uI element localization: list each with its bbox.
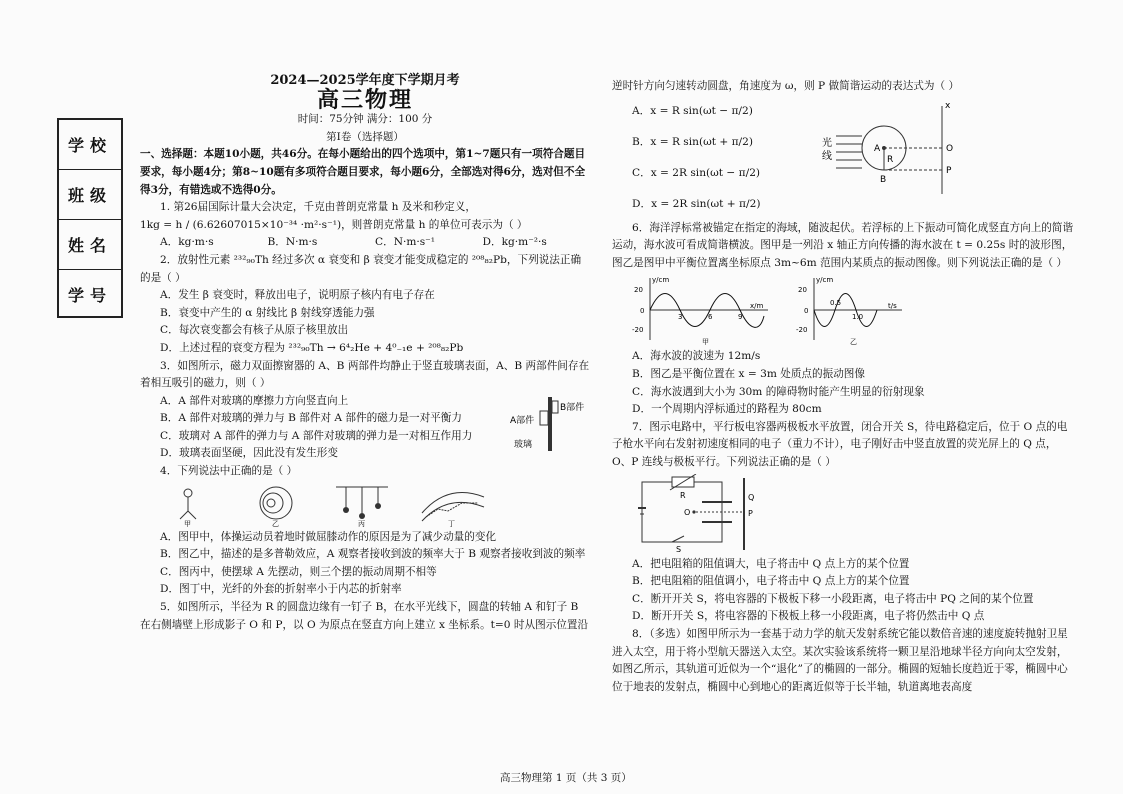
q6-g2-ytick-top: 20 <box>798 286 807 295</box>
q4-fig-ding <box>418 483 488 527</box>
q8-stem: 8．（多选）如图甲所示为一套基于动力学的航天发射系统它能以数倍音速的速度旋转抛射卫星进入太空，用于将小型航天器送入太空。某次实验该系统将一颗卫星沿地球半径方向向太空发射，如图乙所示，其轨道可近似为一个“退化”了的椭圆的一部分。椭圆的短轴长度趋近于零，椭圆中心位于地表的发射点，椭圆中心到地心的距离近似等于长半轴，轨道离地表高度 <box>612 627 1068 693</box>
q7-label-s: S <box>676 544 682 554</box>
q3-figure <box>510 393 590 453</box>
q7-stem: 7．图示电路中，平行板电容器两极板水平放置，闭合开关 S，待电路稳定后，位于 O 点的电子枪水平向右发射初速度相同的电子（重力不计），电子刚好击中竖直放置的荧光屏上的 Q 点，O、P 连线与极板平行。下列说法正确的是（ ） <box>612 420 1068 468</box>
section-title: 第Ⅰ卷（选择题） <box>326 130 404 143</box>
q6-g1-ylabel: y/cm <box>652 276 670 285</box>
q2-option-a: A．发生 β 衰变时，释放出电子，说明原子核内有电子存在 <box>160 289 435 302</box>
info-school: 学校 <box>59 120 121 170</box>
q7-figure <box>632 474 762 554</box>
q1-option-d: D．kg·m⁻²·s <box>482 236 547 249</box>
q6-g2-ylabel: y/cm <box>816 276 834 285</box>
q2-option-c: C．每次衰变都会有核子从原子核里放出 <box>160 324 349 337</box>
q2-stem: 2．放射性元素 ²³²₉₀Th 经过多次 α 衰变和 β 衰变才能变成稳定的 ²⁰⁸₈₂Pb，下列说法正确的是（ ） <box>140 253 582 284</box>
student-info-box <box>57 118 123 318</box>
q6-graph-yi <box>796 274 906 346</box>
q7-option-a: A．把电阻箱的阻值调大，电子将击中 Q 点上方的某个位置 <box>632 557 910 570</box>
q1-option-b: B．N·m·s <box>267 236 318 249</box>
q4-fig-jia <box>160 483 220 527</box>
q5-label-p: P <box>946 165 952 176</box>
q4-option-c: C．图丙中，使摆球 A 先摆动，则三个摆的振动周期不相等 <box>160 565 437 578</box>
info-name: 姓名 <box>59 220 121 270</box>
q6-g2-caption: 乙 <box>850 338 857 347</box>
q2-option-b: B．衰变中产生的 α 射线比 β 射线穿透能力强 <box>160 306 375 319</box>
q4-caption-bing: 丙 <box>358 519 365 527</box>
q7-label-r: R <box>680 490 686 500</box>
q5-label-guang: 光 <box>822 137 832 149</box>
q5-label-a: A <box>874 143 881 154</box>
q5-label-xian: 线 <box>822 150 832 162</box>
q6-option-b: B．图乙是平衡位置在 x = 3m 处质点的振动图像 <box>632 367 865 380</box>
q6-g1-ytick-top: 20 <box>634 286 643 295</box>
left-column <box>140 72 590 634</box>
q6-g1-ytick-bot: -20 <box>632 326 644 335</box>
q6-g2-xtick-2: 1.0 <box>852 313 864 322</box>
q5-label-o: O <box>946 143 954 154</box>
page-footer: 高三物理第 1 页（共 3 页） <box>500 772 632 784</box>
q5-option-c: C．x = 2R sin(ωt − π/2) <box>632 166 761 179</box>
q6-g1-caption: 甲 <box>702 338 709 347</box>
q7-option-c: C．断开开关 S，将电容器的下极板下移一小段距离，电子将击中 PQ 之间的某个位置 <box>632 592 1034 605</box>
q6-stem: 6．海洋浮标常被锚定在指定的海域，随波起伏。若浮标的上下振动可简化成竖直方向上的简谐运动，海水波可看成简谐横波。图甲是一列沿 x 轴正方向传播的海水波在 t = 0.25s 时的波形图，图乙是图甲中平衡位置离坐标原点 3m~6m 范围内某质点的振动图像。则下列说法正确的是（ ） <box>612 221 1074 269</box>
q4-figures <box>140 483 590 527</box>
q5-stem-cont: 逆时针方向匀速转动圆盘，角速度为 ω，则 P 做简谐运动的表达式为（ ） <box>612 80 960 92</box>
q6-graphs <box>612 274 1074 346</box>
q6-graph-jia <box>632 274 772 346</box>
q4-fig-bing <box>332 483 392 527</box>
q6-option-d: D．一个周期内浮标通过的路程为 80cm <box>632 403 822 416</box>
q5-figure <box>822 96 962 196</box>
exam-subtitle: 2024—2025学年度下学期月考 <box>270 73 460 88</box>
q6-g1-xtick-1: 3 <box>678 313 683 322</box>
q6-g2-ytick-bot: -20 <box>796 326 808 335</box>
q6-g1-ytick-mid: 0 <box>640 307 645 316</box>
q4-option-d: D．图丁中，光纤的外套的折射率小于内芯的折射率 <box>160 583 402 596</box>
q7-figure-row <box>612 474 1074 554</box>
q6-g2-xtick-1: 0.5 <box>830 299 842 308</box>
instructions: 一、选择题：本题10小题，共46分。在每小题给出的四个选项中，第1~7题只有一项符合题目要求，每小题4分；第8~10题有多项符合题目要求，每小题6分，全部选对得6分，选对但不全得3分，有错选或不选得0分。 <box>140 148 586 196</box>
q5-option-b: B．x = R sin(ωt + π/2) <box>632 135 754 148</box>
q5-label-x: x <box>945 100 951 111</box>
q6-g1-xlabel: x/m <box>750 302 764 311</box>
q4-fig-yi <box>246 483 306 527</box>
q3-label-a: A部件 <box>510 415 535 426</box>
q3-option-b: B．A 部件对玻璃的弹力与 B 部件对 A 部件的磁力是一对平衡力 <box>160 412 462 425</box>
exam-time: 时间：75分钟 满分：100 分 <box>297 113 433 126</box>
q4-option-b: B．图乙中，描述的是多普勒效应，A 观察者接收到波的频率大于 B 观察者接收到波的频率 <box>160 548 586 561</box>
q4-caption-ding: 丁 <box>448 519 455 527</box>
right-column <box>612 78 1074 696</box>
q6-g1-xtick-3: 9 <box>738 313 743 322</box>
q1-stem: 1. 第26届国际计量大会决定，千克由普朗克常量 h 及米和秒定义， <box>160 201 476 214</box>
info-class: 班级 <box>59 170 121 220</box>
q6-option-c: C．海水波遇到大小为 30m 的障碍物时能产生明显的衍射现象 <box>632 385 925 398</box>
q4-caption-jia: 甲 <box>184 519 191 527</box>
q6-g2-xlabel: t/s <box>888 302 897 311</box>
q7-option-b: B．把电阻箱的阻值调小，电子将击中 Q 点上方的某个位置 <box>632 575 910 588</box>
q5-stem: 5．如图所示，半径为 R 的圆盘边缘有一钉子 B，在水平光线下，圆盘的转轴 A 和钉子 B 在右侧墙壁上形成影子 O 和 P，以 O 为原点在竖直方向上建立 x 坐标系。t=0 时从图示位置沿 <box>140 601 589 631</box>
q5-label-b: B <box>880 174 887 185</box>
q6-option-a: A．海水波的波速为 12m/s <box>632 350 761 363</box>
q3-label-b: B部件 <box>560 402 585 413</box>
q7-label-q: Q <box>748 492 755 502</box>
q4-option-a: A．图甲中，体操运动员着地时做屈膝动作的原因是为了减少动量的变化 <box>160 530 497 543</box>
q4-caption-yi: 乙 <box>272 519 279 527</box>
q1-options <box>140 234 590 252</box>
q5-label-r: R <box>887 154 894 165</box>
q7-label-p: P <box>748 508 753 518</box>
q3-label-glass: 玻璃 <box>514 439 533 450</box>
q5-option-d: D．x = 2R sin(ωt + π/2) <box>632 197 761 210</box>
info-id: 学号 <box>67 286 112 305</box>
q7-label-o: O <box>684 507 691 517</box>
q3-option-a: A．A 部件对玻璃的摩擦力方向竖直向上 <box>160 394 349 407</box>
q2-option-d: D．上述过程的衰变方程为 ²³²₉₀Th → 6⁴₂He + 4⁰₋₁e + ²⁰⁸₈₂Pb <box>160 341 464 354</box>
q7-option-d: D．断开开关 S，将电容器的下极板上移一小段距离，电子将仍然击中 Q 点 <box>632 610 985 623</box>
q1-option-c: C．N·m·s⁻¹ <box>375 236 436 249</box>
q1-option-a: A．kg·m·s <box>160 236 214 249</box>
exam-title: 高三物理 <box>316 87 413 113</box>
q1-formula: 1kg = h / (6.62607015×10⁻³⁴ ·m²·s⁻¹)，则普朗克常量 h 的单位可表示为（ ） <box>140 218 528 231</box>
q3-stem: 3．如图所示，磁力双面擦窗器的 A、B 两部件均静止于竖直玻璃表面，A、B 两部件间存在着相互吸引的磁力，则（ ） <box>140 359 590 390</box>
q4-stem: 4．下列说法中正确的是（ ） <box>160 465 298 478</box>
q5-option-a: A．x = R sin(ωt − π/2) <box>632 104 753 117</box>
q3-option-d: D．玻璃表面坚硬，因此没有发生形变 <box>160 447 338 460</box>
q3-option-c: C．玻璃对 A 部件的弹力与 A 部件对玻璃的弹力是一对相互作用力 <box>160 429 473 442</box>
q6-g1-xtick-2: 6 <box>708 313 713 322</box>
q6-g2-ytick-mid: 0 <box>804 307 809 316</box>
